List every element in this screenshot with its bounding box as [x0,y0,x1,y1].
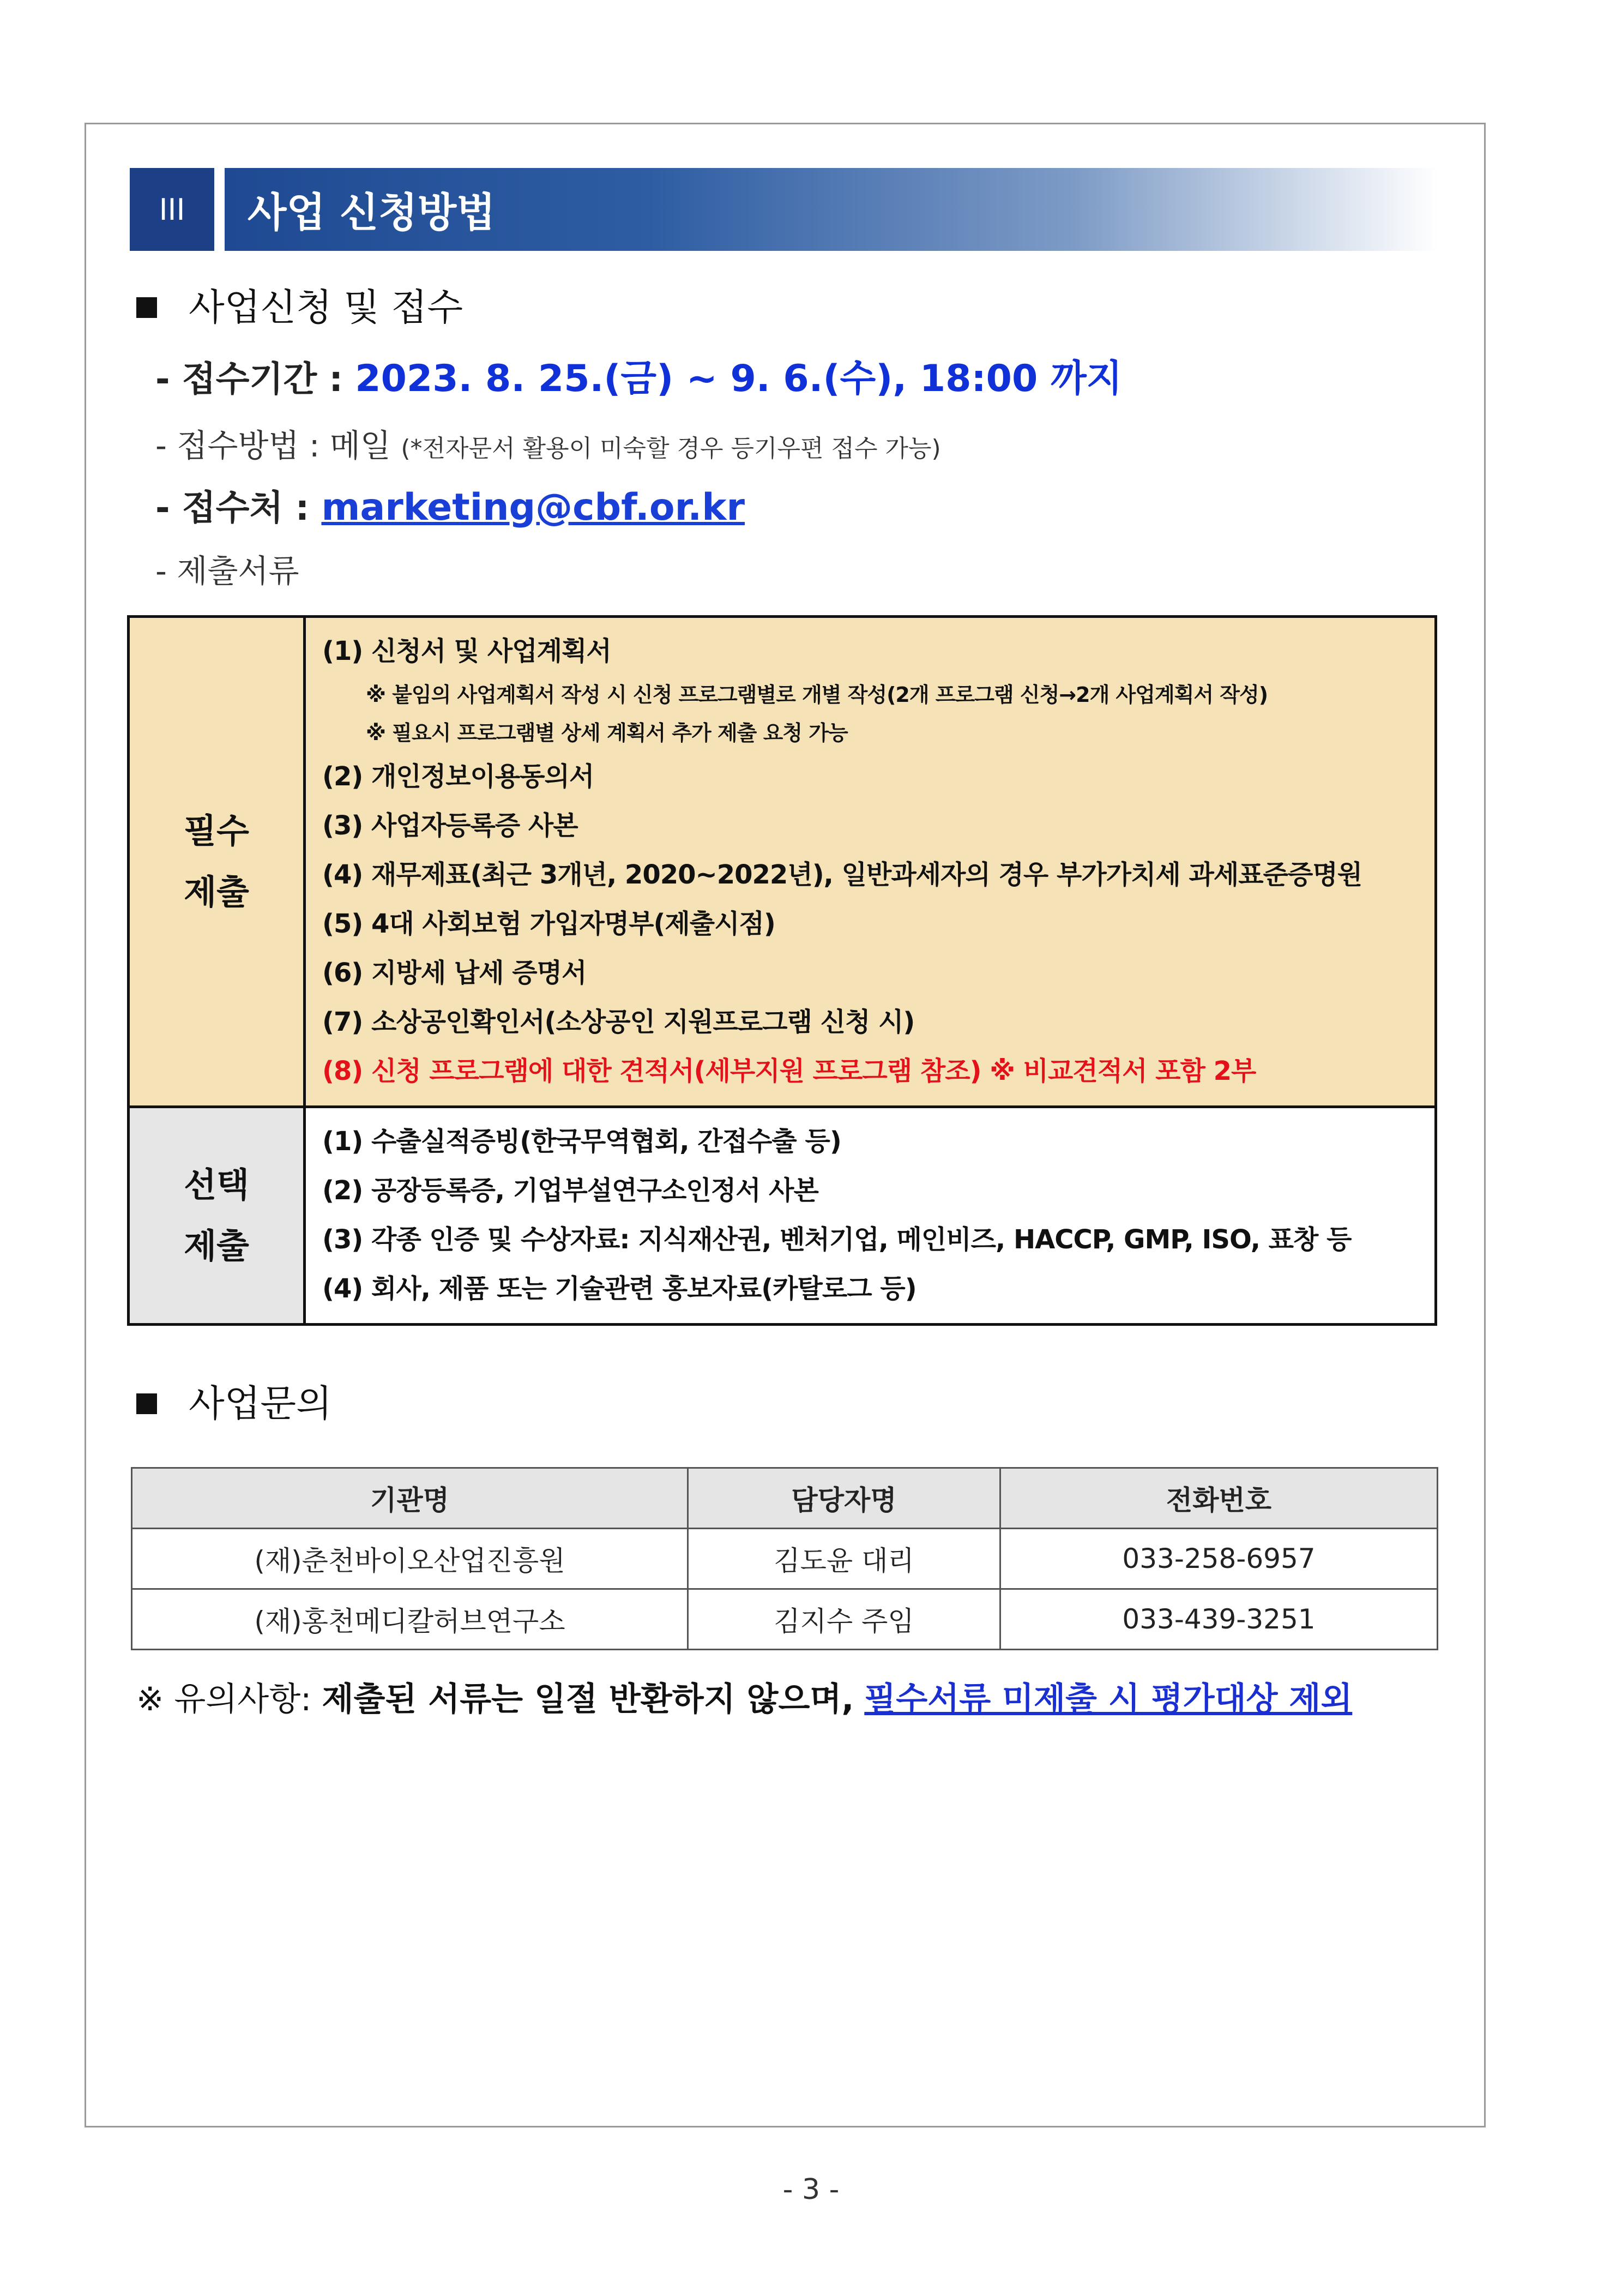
required-item: (4) 재무제표(최근 3개년, 2020~2022년), 일반과세자의 경우 부가가치세 과세표준증명원 [322,860,1362,890]
phone-cell: 033-439-3251 [1000,1589,1438,1650]
contact-label: - 접수처 : [155,488,310,528]
inquiry-table [131,1467,1438,1650]
optional-items [305,1107,1436,1325]
docs-label: - 제출서류 [155,552,299,590]
required-item: (3) 사업자등록증 사본 [322,810,578,841]
square-bullet-icon [136,1393,157,1414]
required-item: (1) 신청서 및 사업계획서 [322,636,611,666]
inquiry-heading-text: 사업문의 [189,1383,332,1426]
section-header [130,168,1438,251]
period-label: - 접수기간 : [155,359,343,400]
table-row [132,1529,1438,1589]
section-title: 사업 신청방법 [225,168,1438,251]
required-item: (6) 지방세 납세 증명서 [322,958,587,988]
manager-cell: 김도윤 대리 [688,1529,1000,1589]
phone-cell: 033-258-6957 [1000,1529,1438,1589]
optional-item: (3) 각종 인증 및 수상자료: 지식재산권, 벤처기업, 메인비즈, HACCP, GMP, ISO, 표창 등 [322,1224,1352,1255]
optional-label-1: 선택 [184,1165,249,1205]
required-item: (5) 4대 사회보험 가입자명부(제출시점) [322,909,775,939]
required-item: (2) 개인정보이용동의서 [322,761,594,792]
manager-cell: 김지수 주임 [688,1589,1000,1650]
method-label: - 접수방법 : 메일 [155,427,391,464]
section-number: III [130,168,214,251]
inquiry-header-row [132,1468,1438,1529]
required-row [129,617,1436,1107]
notice-bold: 제출된 서류는 일절 반환하지 않으며, [322,1680,854,1718]
required-items [305,617,1436,1107]
method-note: (*전자문서 활용이 미숙할 경우 등기우편 접수 가능) [401,435,941,462]
optional-item: (2) 공장등록증, 기업부설연구소인정서 사본 [322,1175,818,1206]
required-label-1: 필수 [184,811,249,851]
optional-category [129,1107,305,1325]
required-note: ※ 필요시 프로그램별 상세 계획서 추가 제출 요청 가능 [366,721,848,745]
header-manager: 담당자명 [688,1468,1000,1529]
inquiry-heading [136,1374,332,1427]
required-label-2: 제출 [184,872,249,912]
contact-line [155,480,745,530]
header-org: 기관명 [132,1468,688,1529]
org-cell: (재)홍천메디칼허브연구소 [132,1589,688,1650]
optional-label-2: 제출 [184,1226,249,1266]
notice-prefix: ※ 유의사항: [136,1680,312,1718]
page-number: - 3 - [782,2173,840,2206]
table-row [132,1589,1438,1650]
org-cell: (재)춘천바이오산업진흥원 [132,1529,688,1589]
required-item-highlight: (8) 신청 프로그램에 대한 견적서(세부지원 프로그램 참조) ※ 비교견적서 포함 2부 [322,1056,1256,1086]
header-phone: 전화번호 [1000,1468,1438,1529]
method-line [155,420,941,466]
apply-heading-text: 사업신청 및 접수 [189,286,463,329]
optional-item: (4) 회사, 제품 또는 기술관련 홍보자료(카탈로그 등) [322,1273,916,1304]
notice-line [136,1673,1352,1720]
optional-item: (1) 수출실적증빙(한국무역협회, 간접수출 등) [322,1126,841,1157]
notice-emphasis: 필수서류 미제출 시 평가대상 제외 [864,1680,1353,1718]
square-bullet-icon [136,297,157,318]
contact-email-link[interactable]: marketing@cbf.or.kr [321,486,745,529]
apply-heading [136,278,463,331]
required-category [129,617,305,1107]
optional-row [129,1107,1436,1325]
period-line [155,349,1122,402]
required-item: (7) 소상공인확인서(소상공인 지원프로그램 신청 시) [322,1007,915,1037]
required-note: ※ 붙임의 사업계획서 작성 시 신청 프로그램별로 개별 작성(2개 프로그램 신청→2개 사업계획서 작성) [366,683,1268,707]
period-value: 2023. 8. 25.(금) ~ 9. 6.(수), 18:00 까지 [355,357,1123,400]
documents-table [127,615,1437,1326]
